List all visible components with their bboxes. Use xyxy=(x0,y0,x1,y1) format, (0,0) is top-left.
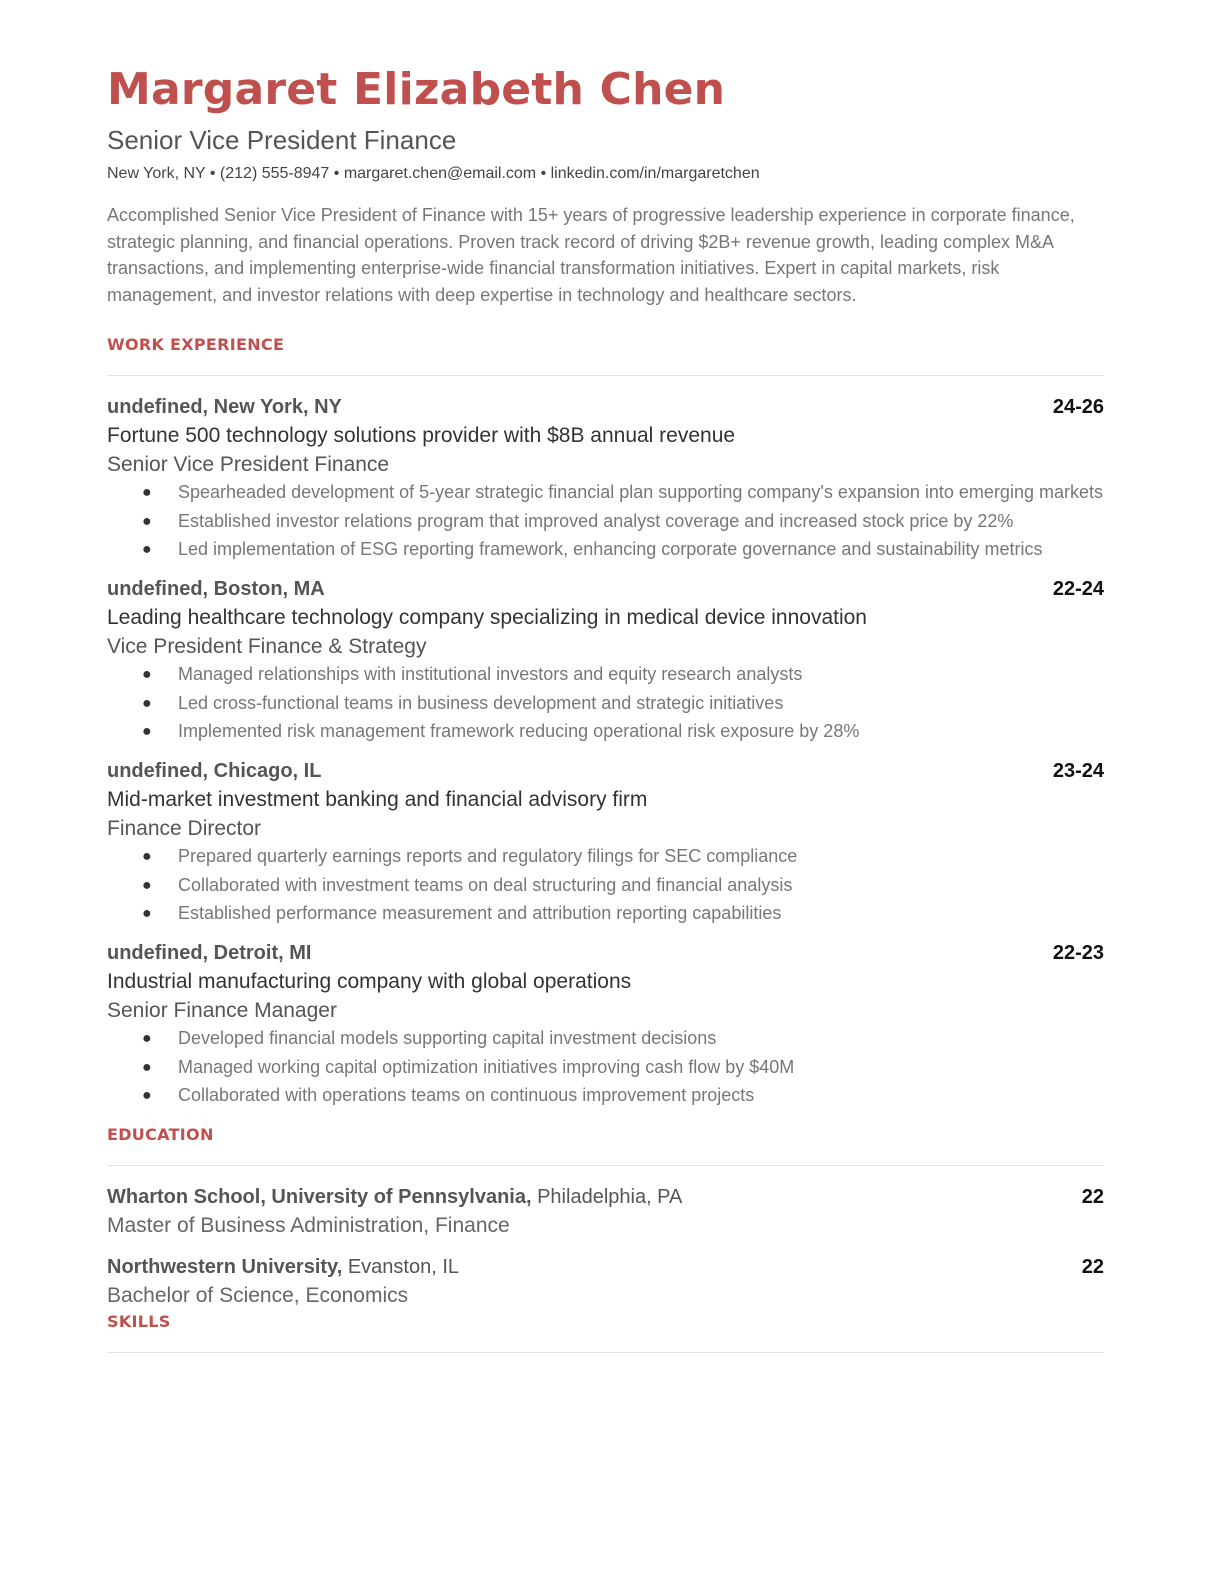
job-date: 22-23 xyxy=(1052,942,1104,964)
job-company: undefined, Detroit, MI xyxy=(107,942,312,964)
education-degree: Master of Business Administration, Finance xyxy=(107,1214,510,1237)
education-divider xyxy=(107,1165,1104,1166)
job-list xyxy=(107,393,1104,1109)
education-entry xyxy=(107,1183,1104,1240)
candidate-title: Senior Vice President Finance xyxy=(107,125,457,155)
job-bullets xyxy=(107,479,1104,563)
job-company: undefined, Chicago, IL xyxy=(107,760,322,782)
education-date: 22 xyxy=(1081,1186,1104,1208)
bullet-icon: ● xyxy=(142,666,152,683)
education-school: Northwestern University, Evanston, IL xyxy=(107,1256,459,1278)
job-role: Vice President Finance & Strategy xyxy=(107,635,427,658)
job-bullet: ● Spearheaded development of 5-year strategic financial plan supporting company's expansion into emerging markets xyxy=(178,479,1104,506)
work-experience-divider xyxy=(107,375,1104,376)
job-bullet: ● Established performance measurement and attribution reporting capabilities xyxy=(178,900,1104,927)
contact-line: New York, NY • (212) 555-8947 • margaret.chen@email.com • linkedin.com/in/margaretchen xyxy=(107,165,760,182)
job-role: Senior Vice President Finance xyxy=(107,453,390,476)
job-bullet: ● Prepared quarterly earnings reports and regulatory filings for SEC compliance xyxy=(178,843,1104,870)
education-location: Philadelphia, PA xyxy=(537,1186,683,1208)
professional-summary: Accomplished Senior Vice President of Finance with 15+ years of progressive leadership experience in corporate finance, strategic planning, and financial operations. Proven track record of driving $2B+ revenue growth, leading complex M&A transactions, and implementing enterprise-wide financial transformation initiatives. Expert in capital markets, risk management, and investor relations with deep expertise in technology and healthcare sectors. xyxy=(107,205,1075,305)
job-company-description: Fortune 500 technology solutions provider with $8B annual revenue xyxy=(107,424,736,447)
job-bullets xyxy=(107,843,1104,927)
job-entry xyxy=(107,939,1104,1109)
job-entry xyxy=(107,757,1104,927)
job-company: undefined, Boston, MA xyxy=(107,578,325,600)
education-header xyxy=(107,1253,1104,1281)
job-bullets xyxy=(107,1025,1104,1109)
job-role: Finance Director xyxy=(107,817,262,840)
job-company-description: Mid-market investment banking and financial advisory firm xyxy=(107,788,648,811)
job-entry xyxy=(107,575,1104,745)
job-bullet: ● Established investor relations program that improved analyst coverage and increased stock price by 22% xyxy=(178,508,1104,535)
job-bullet: ● Collaborated with operations teams on continuous improvement projects xyxy=(178,1082,1104,1109)
job-date: 23-24 xyxy=(1052,760,1104,782)
bullet-icon: ● xyxy=(142,512,152,530)
candidate-name: Margaret Elizabeth Chen xyxy=(107,64,726,115)
education-list xyxy=(107,1183,1104,1310)
education-header xyxy=(107,1183,1104,1211)
job-bullet: ● Implemented risk management framework reducing operational risk exposure by 28% xyxy=(178,718,1104,745)
job-bullet: ● Collaborated with investment teams on deal structuring and financial analysis xyxy=(178,872,1104,899)
bullet-icon: ● xyxy=(142,484,152,501)
job-entry xyxy=(107,393,1104,563)
education-date: 22 xyxy=(1081,1256,1104,1278)
education-entry xyxy=(107,1253,1104,1310)
job-company-description: Leading healthcare technology company specializing in medical device innovation xyxy=(107,606,867,629)
bullet-icon: ● xyxy=(142,1058,152,1076)
job-company: undefined, New York, NY xyxy=(107,396,342,418)
bullet-icon: ● xyxy=(142,905,152,922)
bullet-icon: ● xyxy=(142,876,152,894)
job-bullet: ● Led cross-functional teams in business development and strategic initiatives xyxy=(178,690,1104,717)
work-experience-heading: WORK EXPERIENCE xyxy=(107,335,285,354)
job-role: Senior Finance Manager xyxy=(107,999,337,1022)
job-bullet: ● Developed financial models supporting capital investment decisions xyxy=(178,1025,1104,1052)
job-header xyxy=(107,757,1104,785)
education-heading: EDUCATION xyxy=(107,1125,214,1144)
resume-page xyxy=(107,60,1104,1353)
education-location: Evanston, IL xyxy=(347,1256,459,1278)
bullet-icon: ● xyxy=(142,541,152,558)
bullet-icon: ● xyxy=(142,1030,152,1047)
job-bullet: ● Led implementation of ESG reporting framework, enhancing corporate governance and sustainability metrics xyxy=(178,536,1104,563)
bullet-icon: ● xyxy=(142,848,152,865)
job-header xyxy=(107,575,1104,603)
job-header xyxy=(107,939,1104,967)
bullet-icon: ● xyxy=(142,723,152,740)
job-date: 22-24 xyxy=(1052,578,1104,600)
job-date: 24-26 xyxy=(1052,396,1104,418)
education-school: Wharton School, University of Pennsylvania, Philadelphia, PA xyxy=(107,1186,683,1208)
bullet-icon: ● xyxy=(142,694,152,712)
job-header xyxy=(107,393,1104,421)
bullet-icon: ● xyxy=(142,1087,152,1104)
skills-divider xyxy=(107,1352,1104,1353)
education-degree: Bachelor of Science, Economics xyxy=(107,1284,409,1307)
job-company-description: Industrial manufacturing company with global operations xyxy=(107,970,632,993)
job-bullets xyxy=(107,661,1104,745)
job-bullet: ● Managed relationships with institutional investors and equity research analysts xyxy=(178,661,1104,688)
job-bullet: ● Managed working capital optimization initiatives improving cash flow by $40M xyxy=(178,1054,1104,1081)
skills-heading: SKILLS xyxy=(107,1312,171,1331)
